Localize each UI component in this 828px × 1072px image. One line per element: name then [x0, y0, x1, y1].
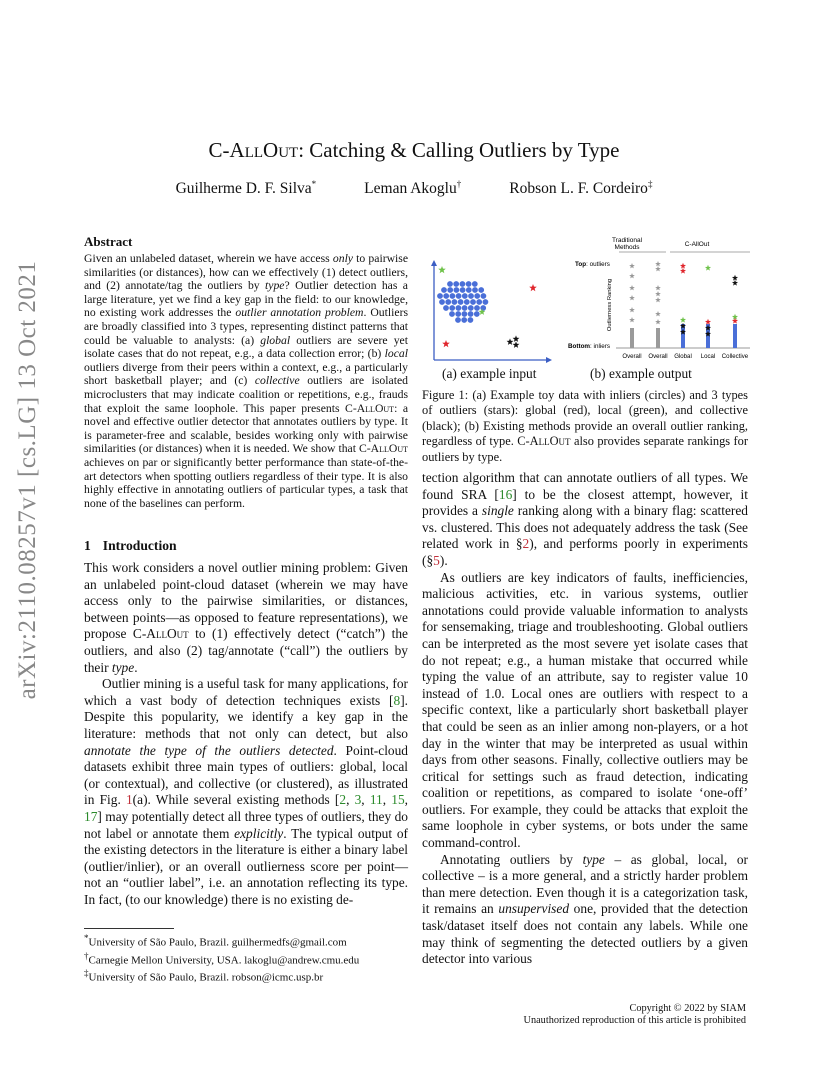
column-label: Local [700, 353, 716, 360]
inlier-point [468, 293, 474, 299]
inlier-point [447, 287, 453, 293]
inlier-point [449, 311, 455, 317]
inlier-point [468, 305, 474, 311]
abstract-heading: Abstract [84, 234, 133, 249]
ranked-outlier-star [655, 261, 661, 266]
inlier-point [462, 311, 468, 317]
ranked-local-star [705, 265, 711, 271]
arxiv-identifier [8, 260, 48, 700]
ranked-outlier-star [629, 295, 635, 300]
group-label-traditional: Traditional [611, 237, 643, 244]
inlier-point [468, 311, 474, 317]
collective-outlier-star [507, 338, 514, 345]
paragraph: Annotating outliers by type – as global, local, or collective – is a more general, and a strictly harder problem than mere detection. Even though it is a categorization task, it remains an unsupervised one, provided that the detection task/dataset itself does not contain any labels. While one may think of segmenting the detected outliers by a given detector into various [422, 851, 748, 967]
top-label: Top: outliers [575, 261, 610, 268]
author-mark: * [311, 179, 317, 189]
ranked-outlier-star [629, 317, 635, 322]
global-outlier-star [442, 340, 450, 347]
panel-b-ranking [568, 237, 750, 360]
inlier-point [443, 305, 449, 311]
bottom-label: Bottom: inliers [568, 343, 610, 350]
figure-caption: Figure 1: (a) Example toy data with inliers (circles) and 3 types of outliers (stars): global (red), local (green), and collective (black); (b) Existing methods provide an overall outlier ranking, regardless of type. C-AllOut also provides separate rankings for outliers by type. [422, 388, 749, 464]
inlier-point [483, 299, 489, 305]
inlier-point [474, 293, 480, 299]
ranked-collective-star [732, 280, 738, 286]
figure-link[interactable]: 1 [125, 792, 133, 808]
inlier-point [472, 281, 478, 287]
inlier-point [450, 293, 456, 299]
author-mark: † [456, 179, 462, 189]
inlier-point [455, 311, 461, 317]
inlier-point [456, 305, 462, 311]
ranked-global-star [705, 319, 711, 325]
section-link[interactable]: 5 [433, 552, 440, 568]
y-axis-arrow [431, 260, 437, 266]
column-label: Overall [622, 353, 642, 360]
author-name: Leman Akoglu [364, 180, 457, 198]
inlier-point [441, 287, 447, 293]
paragraph: Outlier mining is a useful task for many applications, for which a vast body of detection techniques exists [8]. Despite this popularity, we identify a key gap in the literature: methods that not only can detect, but also annotate the type of the outliers detected. Point-cloud datasets exhibit three main types of outliers: global, local (or contextual), and collective (or clustered), as illustrated in Fig. 1(a). While several existing methods [2, 3, 11, 15, 17] may potentially detect all three types of outliers, they do not label or annotate them explicitly. The typical output of the existing detectors in the literature is either a binary label (outlier/inlier), or an overall outlierness score per point—not an “outlier label”, i.e. an annotation reflecting its type. In fact, (to our knowledge) there is no existing de- [84, 676, 409, 907]
group-label-callout: C-AllOut [684, 241, 710, 248]
inlier-point [474, 311, 480, 317]
inlier-point [449, 305, 455, 311]
inlier-point [445, 299, 451, 305]
author-list [0, 179, 828, 198]
inlier-point [454, 287, 460, 293]
inlier-point [474, 305, 480, 311]
subfigure-a-label: (a) example input [442, 366, 537, 381]
section-number: 1 [84, 538, 91, 553]
paragraph: tection algorithm that can annotate outliers of all types. We found SRA [16] to be the closest attempt, however, it provides a single ranking along with a binary flag: scattered vs. clustered. This does not adequately address the task (See related work in §2), and performs poorly in experiments (§5). [422, 470, 748, 568]
inlier-point [466, 281, 472, 287]
ranking-columns [622, 261, 748, 360]
inlier-point [480, 305, 486, 311]
inlier-point [461, 317, 467, 323]
introduction-body [84, 560, 408, 908]
footnote: ‡University of São Paulo, Brazil. robson@icmc.usp.br [84, 968, 324, 984]
inlier-point [460, 281, 466, 287]
section-heading-introduction [84, 538, 177, 554]
column-label: Overall [648, 353, 668, 360]
ranked-outlier-star [655, 297, 661, 302]
ranked-outlier-star [655, 319, 661, 324]
inlier-point [458, 299, 464, 305]
inlier-point [452, 299, 458, 305]
paragraph: This work considers a novel outlier mining problem: Given an unlabeled point-cloud dataset (wherein we may have access only to the pairwise similarities, or distances, between points—as opposed to feature representations), we propose C-AllOut to (1) effectively detect (“catch”) the outliers, and also (2) tag/annotate (“call”) the outliers by their type. [84, 560, 408, 675]
footnote: *University of São Paulo, Brazil. guilhermedfs@gmail.com [84, 933, 347, 949]
citation-link[interactable]: 11 [369, 792, 383, 808]
ranked-outlier-star [655, 266, 661, 271]
inlier-point [478, 287, 484, 293]
ranked-outlier-star [655, 291, 661, 296]
ranked-outlier-star [629, 285, 635, 290]
column-label: Global [674, 353, 692, 360]
inlier-bar [733, 324, 737, 348]
paper-title [0, 138, 828, 163]
inlier-point [472, 287, 478, 293]
copyright-line: Unauthorized reproduction of this article is prohibited [523, 1015, 746, 1026]
citation-link[interactable]: 3 [354, 792, 362, 808]
ranked-local-star [680, 317, 686, 323]
inlier-point [456, 293, 462, 299]
right-column-body [422, 470, 748, 968]
global-outlier-star [529, 284, 537, 291]
inlier-point [476, 299, 482, 305]
footnotes [84, 932, 414, 985]
ranked-collective-star [732, 275, 738, 281]
citation-link[interactable]: 8 [393, 692, 401, 708]
collective-outlier-star [513, 341, 520, 348]
arxiv-id-text: arXiv:2110.08257v1 [cs.LG] 13 Oct 2021 [14, 260, 41, 700]
inlier-cluster [437, 281, 488, 323]
ranked-outlier-star [655, 311, 661, 316]
panel-a-scatter [431, 260, 552, 363]
ranked-outlier-star [629, 307, 635, 312]
inlier-point [462, 305, 468, 311]
inlier-bar [630, 328, 634, 348]
inlier-point [470, 299, 476, 305]
ranked-outlier-star [629, 263, 635, 268]
copyright-line: Copyright © 2022 by SIAM [629, 1003, 746, 1014]
author-name: Guilherme D. F. Silva [175, 180, 312, 198]
inlier-point [468, 317, 474, 323]
group-label-traditional: Methods [614, 244, 640, 251]
subfigure-b-label: (b) example output [590, 366, 692, 381]
ranked-outlier-star [629, 273, 635, 278]
section-title: Introduction [102, 538, 177, 553]
author [176, 179, 317, 198]
citation-link[interactable]: 16 [498, 486, 513, 502]
inlier-point [462, 293, 468, 299]
author-name: Robson L. F. Cordeiro [509, 180, 648, 198]
author [509, 179, 652, 198]
y-axis-label: Outlierness Ranking [607, 278, 613, 332]
local-outlier-star [438, 266, 446, 273]
author [364, 179, 461, 198]
author-mark: ‡ [647, 179, 653, 189]
ranked-global-star [732, 318, 738, 324]
x-axis-arrow [546, 357, 552, 363]
citation-link[interactable]: 17 [84, 808, 98, 824]
inlier-point [464, 299, 470, 305]
inlier-point [447, 281, 453, 287]
title-method-name: AllOut [229, 138, 299, 162]
copyright-notice [420, 1003, 746, 1027]
collective-outlier-star [513, 335, 520, 342]
inlier-point [455, 317, 461, 323]
ranked-global-star [680, 263, 686, 269]
column-label: Collective [721, 353, 749, 360]
inlier-point [439, 299, 445, 305]
ranked-global-star [680, 268, 686, 274]
citation-link[interactable]: 15 [391, 792, 405, 808]
paragraph: As outliers are key indicators of faults, inefficiencies, malicious activities, etc. in various systems, outlier annotations could provide valuable information to analysts for sensemaking, triage and troubleshooting. Global outliers can be interpreted as the most severe yet isolate cases that do not repeat; e.g., a human mistake that occurred while typing the value of an attribute, say to register value 10 instead of 1.0. Local ones are outliers with respect to a specific context, like a particularly short basketball player that could be seen as an inlier among non-players, or a hot day in the winter that may be interpreted as usual within days from other seasons. Finally, collective outliers may be critical for settings such as fraud detection, indicating coalition or repetitions, as compared to isolate ‘one-off’ outliers. For example, they could be attacks that exploit the same loophole in cyber systems, or bots under the same command-control. [422, 569, 748, 851]
footnote-rule [84, 928, 174, 929]
citation-link[interactable]: 2 [339, 792, 347, 808]
inlier-bar [656, 328, 660, 348]
inlier-point [443, 293, 449, 299]
inlier-point [437, 293, 443, 299]
inlier-point [466, 287, 472, 293]
footnote: †Carnegie Mellon University, USA. lakoglu@andrew.cmu.edu [84, 950, 360, 967]
inlier-point [460, 287, 466, 293]
title-prefix: C- [208, 138, 230, 162]
inlier-point [453, 281, 459, 287]
ranked-outlier-star [655, 285, 661, 290]
abstract-body: Given an unlabeled dataset, wherein we have access only to pairwise similarities (or distances), how can we effectively (1) detect outliers, and (2) annotate/tag the outliers by type? Outlier detection has a large literature, yet we find a key gap in the field: to our knowledge, no existing work addresses the outlier annotation problem. Outliers are broadly classified into 3 types, representing distinct patterns that could be valuable to analysts: (a) global outliers are severe yet isolate cases that do not repeat, e.g., a data collection error; (b) local outliers diverge from their peers within a context, e.g., a particularly short basketball player; and (c) collective outliers are isolated microclusters that may indicate coalition or repetitions, e.g., frauds that exploit the same loophole. This paper presents C-AllOut: a novel and effective outlier detector that annotates outliers by type. It is parameter-free and scalable, besides working only with pairwise similarities (or distances) when it is needed. We show that C-AllOut achieves on par or significantly better performance than state-of-the-art detectors when spotting outliers regardless of their type. It is also highly effective in annotating outliers of particular types, a task that none of the baselines can perform. [84, 252, 409, 510]
section-link[interactable]: 2 [522, 536, 530, 552]
title-rest: : Catching & Calling Outliers by Type [298, 138, 620, 162]
inlier-point [481, 293, 487, 299]
